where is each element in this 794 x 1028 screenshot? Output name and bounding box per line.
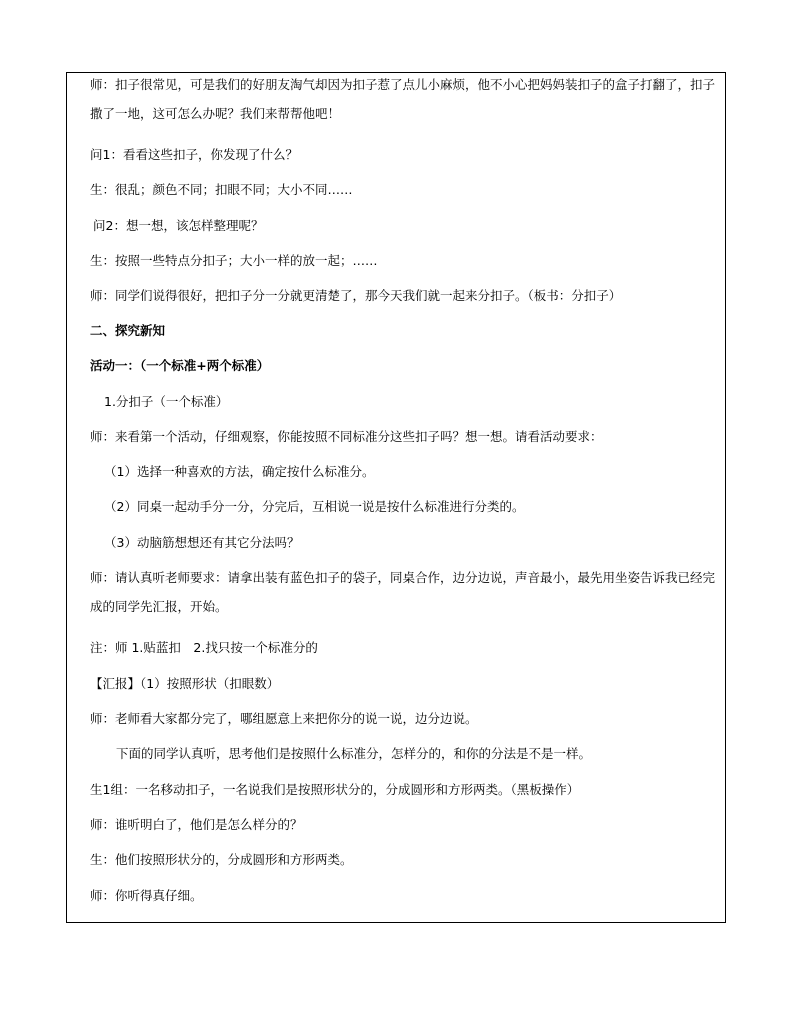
paragraph-teacher-question: 师：谁听明白了，他们是怎么样分的？	[90, 817, 303, 832]
paragraph-teacher-instructions: 师：请认真听老师要求：请拿出装有蓝色扣子的袋子，同桌合作，边分边说，声音最小，最先用坐姿告诉我已经完成的同学先汇报，开始。	[90, 570, 716, 614]
paragraph-group-1-report: 生1组：一名移动扣子，一名说我们是按照形状分的，分成圆形和方形两类。（黑板操作）	[90, 782, 580, 797]
report-heading: 【汇报】（1）按照形状（扣眼数）	[90, 676, 280, 691]
paragraph-teacher-activity: 师：来看第一个活动，仔细观察，你能按照不同标准分这些扣子吗？想一想。请看活动要求：	[90, 429, 603, 444]
paragraph-student-answer-2: 生：按照一些特点分扣子；大小一样的放一起；……	[90, 253, 378, 268]
paragraph-teacher-invite: 师：老师看大家都分完了，哪组愿意上来把你分的说一说，边分边说。	[90, 711, 478, 726]
activity-heading: 活动一：（一个标准+两个标准）	[90, 358, 270, 373]
paragraph-note: 注：师 1.贴蓝扣 2.找只按一个标准分的	[90, 640, 318, 655]
paragraph-student-answer-1: 生：很乱；颜色不同；扣眼不同；大小不同……	[90, 182, 353, 197]
section-heading: 二、探究新知	[90, 323, 166, 338]
paragraph-question-1: 问1：看看这些扣子，你发现了什么？	[90, 147, 298, 162]
paragraph-teacher-intro: 师：扣子很常见，可是我们的好朋友淘气却因为扣子惹了点儿小麻烦，他不小心把妈妈装扣子的盒子打翻了，扣子撒了一地，这可怎么办呢？我们来帮帮他吧！	[90, 77, 716, 121]
paragraph-teacher-summary: 师：同学们说得很好，把扣子分一分就更清楚了，那今天我们就一起来分扣子。（板书：分扣子）	[90, 288, 622, 303]
paragraph-teacher-praise: 师：你听得真仔细。	[90, 888, 203, 903]
paragraph-student-answer-3: 生：他们按照形状分的，分成圆形和方形两类。	[90, 852, 353, 867]
subheading-one-standard: 1.分扣子（一个标准）	[104, 394, 229, 409]
paragraph-listen-instruction: 下面的同学认真听，思考他们是按照什么标准分，怎样分的，和你的分法是不是一样。	[116, 746, 592, 761]
requirement-2: （2）同桌一起动手分一分，分完后，互相说一说是按什么标准进行分类的。	[104, 499, 525, 514]
paragraph-question-2: 问2：想一想，该怎样整理呢？	[93, 218, 264, 233]
requirement-3: （3）动脑筋想想还有其它分法吗？	[104, 535, 300, 550]
requirement-1: （1）选择一种喜欢的方法，确定按什么标准分。	[104, 464, 375, 479]
